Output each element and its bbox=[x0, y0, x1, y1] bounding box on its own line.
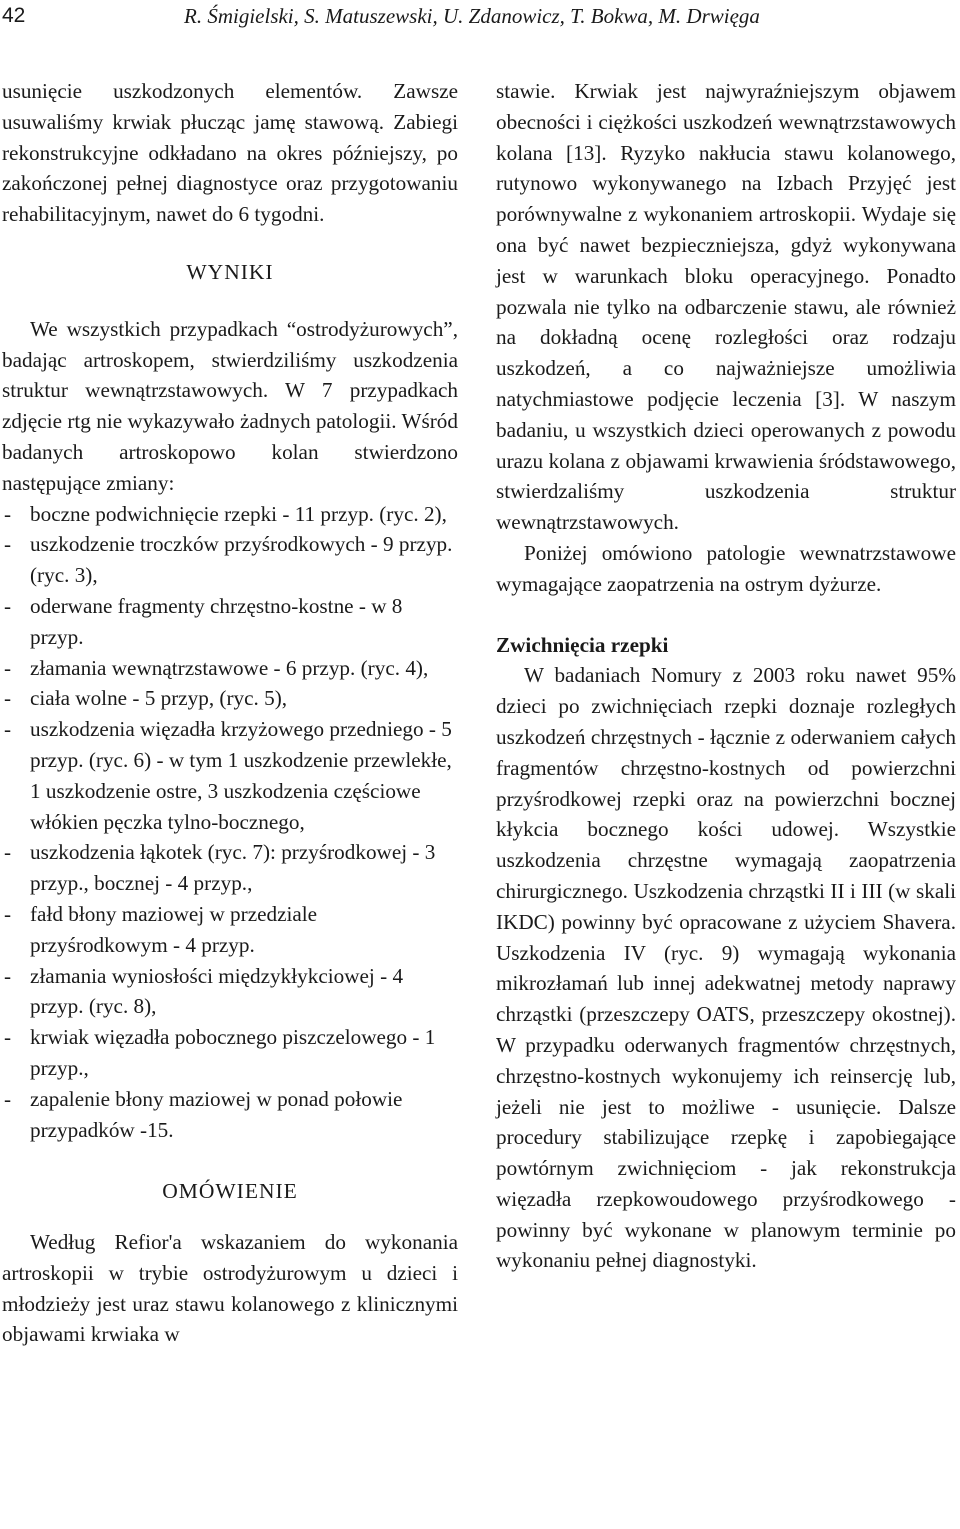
list-item: - krwiak więzadła pobocznego piszczelowego - 1 przyp., bbox=[2, 1022, 458, 1084]
list-item: - uszkodzenia łąkotek (ryc. 7): przyśrodkowej - 3 przyp., bocznej - 4 przyp., bbox=[2, 837, 458, 899]
list-item: - oderwane fragmenty chrzęstno-kostne - w 8 przyp. bbox=[2, 591, 458, 653]
list-item: - uszkodzenia więzadła krzyżowego przedniego - 5 przyp. (ryc. 6) - w tym 1 uszkodzenie przewlekłe, 1 uszkodzenie ostre, 3 uszkodzenia częściowe włókien pęczka tylno-bocznego, bbox=[2, 714, 458, 837]
list-item: - złamania wyniosłości międzykłykciowej - 4 przyp. (ryc. 8), bbox=[2, 961, 458, 1023]
list-item: - fałd błony maziowej w przedziale przyśrodkowym - 4 przyp. bbox=[2, 899, 458, 961]
list-item: - złamania wewnątrzstawowe - 6 przyp. (ryc. 4), bbox=[2, 653, 458, 684]
body-paragraph: W badaniach Nomury z 2003 roku nawet 95% dzieci po zwichnięciach rzepki doznaje rozległych uszkodzeń chrzęstnych - łącznie z oderwaniem całych fragmentów chrzęstno-kostnych od powierzchni przyśrodkowej rzepki oraz na powierzchni bocznej kłykcia bocznego kości udowej. Wszystkie uszkodzenia chrzęstne wymagają zaopatrzenia chirurgicznego. Uszkodzenia chrząstki II i III (w skali IKDC) powinny być opracowane z użyciem Shavera. Uszkodzenia IV (ryc. 9) wymagają wykonania mikrozłamań lub innej adekwatnej metody naprawy chrząstki (przeszczepy OATS, przeszczepy okostnej). W przypadku oderwanych fragmentów chrzęstnych, chrzęstno-kostnych wykonujemy ich reinsercję lub, jeżeli nie jest to możliwe - usunięcie. Dalsze procedury stabilizujące rzepkę i zapobiegające powtórnym zwichnięciom - jak rekonstrukcja więzadła rzepkowoudowego przyśrodkowego - powinny być wykonane w planowym terminie po wykonaniu pełnej diagnostyki. bbox=[496, 663, 956, 1273]
list-item: - ciała wolne - 5 przyp, (ryc. 5), bbox=[2, 683, 458, 714]
page-header bbox=[0, 0, 960, 36]
right-column bbox=[496, 76, 956, 1276]
results-heading: WYNIKI bbox=[186, 259, 274, 284]
running-head-authors: R. Śmigielski, S. Matuszewski, U. Zdanowicz, T. Bokwa, M. Drwięga bbox=[184, 4, 760, 28]
findings-list bbox=[2, 499, 458, 1146]
left-column bbox=[2, 76, 458, 1350]
body-paragraph: stawie. Krwiak jest najwyraźniejszym objawem obecności i ciężkości uszkodzeń wewnątrzstawowych kolana [13]. Ryzyko nakłucia stawu kolanowego, rutynowo wykonywanego na Izbach Przyjęć jest porównywalne z wykonaniem artroskopii. Wydaje się ona być nawet bezpieczniejsza, gdyż wykonywana jest w warunkach bloku operacyjnego. Ponadto pozwala nie tylko na odbarczenie stawu, ale również na dokładną ocenę rozległości oraz rodzaju uszkodzeń, a co najważniejsze umożliwia natychmiastowe podjęcie leczenia [3]. W naszym badaniu, u wszystkich dzieci operowanych z powodu urazu kolana z objawami krwawienia śródstawowego, stwierdzaliśmy uszkodzenia struktur wewnątrzstawowych. bbox=[496, 79, 956, 535]
section-subheading: Zwichnięcia rzepki bbox=[496, 632, 669, 657]
discussion-heading: OMÓWIENIE bbox=[162, 1179, 298, 1204]
list-item: - boczne podwichnięcie rzepki - 11 przyp. (ryc. 2), bbox=[2, 499, 458, 530]
list-item: - uszkodzenie troczków przyśrodkowych - 9 przyp. (ryc. 3), bbox=[2, 529, 458, 591]
intro-paragraph: usunięcie uszkodzonych elementów. Zawsze usuwaliśmy krwiak płucząc jamę stawową. Zabiegi rekonstrukcyjne odkładano na okres późniejszy, po zakończonej pełnej diagnostyce oraz przygotowaniu rehabilitacyjnym, nawet do 6 tygodni. bbox=[2, 79, 458, 227]
body-paragraph: Poniżej omówiono patologie wewnatrzstawowe wymagające zaopatrzenia na ostrym dyżurze. bbox=[496, 540, 956, 596]
list-item: - zapalenie błony maziowej w ponad połowie przypadków -15. bbox=[2, 1084, 458, 1146]
page-number: 42 bbox=[2, 4, 26, 27]
results-paragraph: We wszystkich przypadkach “ostrodyżurowych”, badając artroskopem, stwierdziliśmy uszkodzenia struktur wewnątrzstawowych. W 7 przypadkach zdjęcie rtg nie wykazywało żadnych patologii. Wśród badanych artroskopowo kolan stwierdzono następujące zmiany: bbox=[2, 316, 458, 495]
discussion-paragraph: Według Refior'a wskazaniem do wykonania artroskopii w trybie ostrodyżurowym u dzieci i młodzieży jest uraz stawu kolanowego z klinicznymi objawami krwiaka w bbox=[2, 1230, 458, 1347]
